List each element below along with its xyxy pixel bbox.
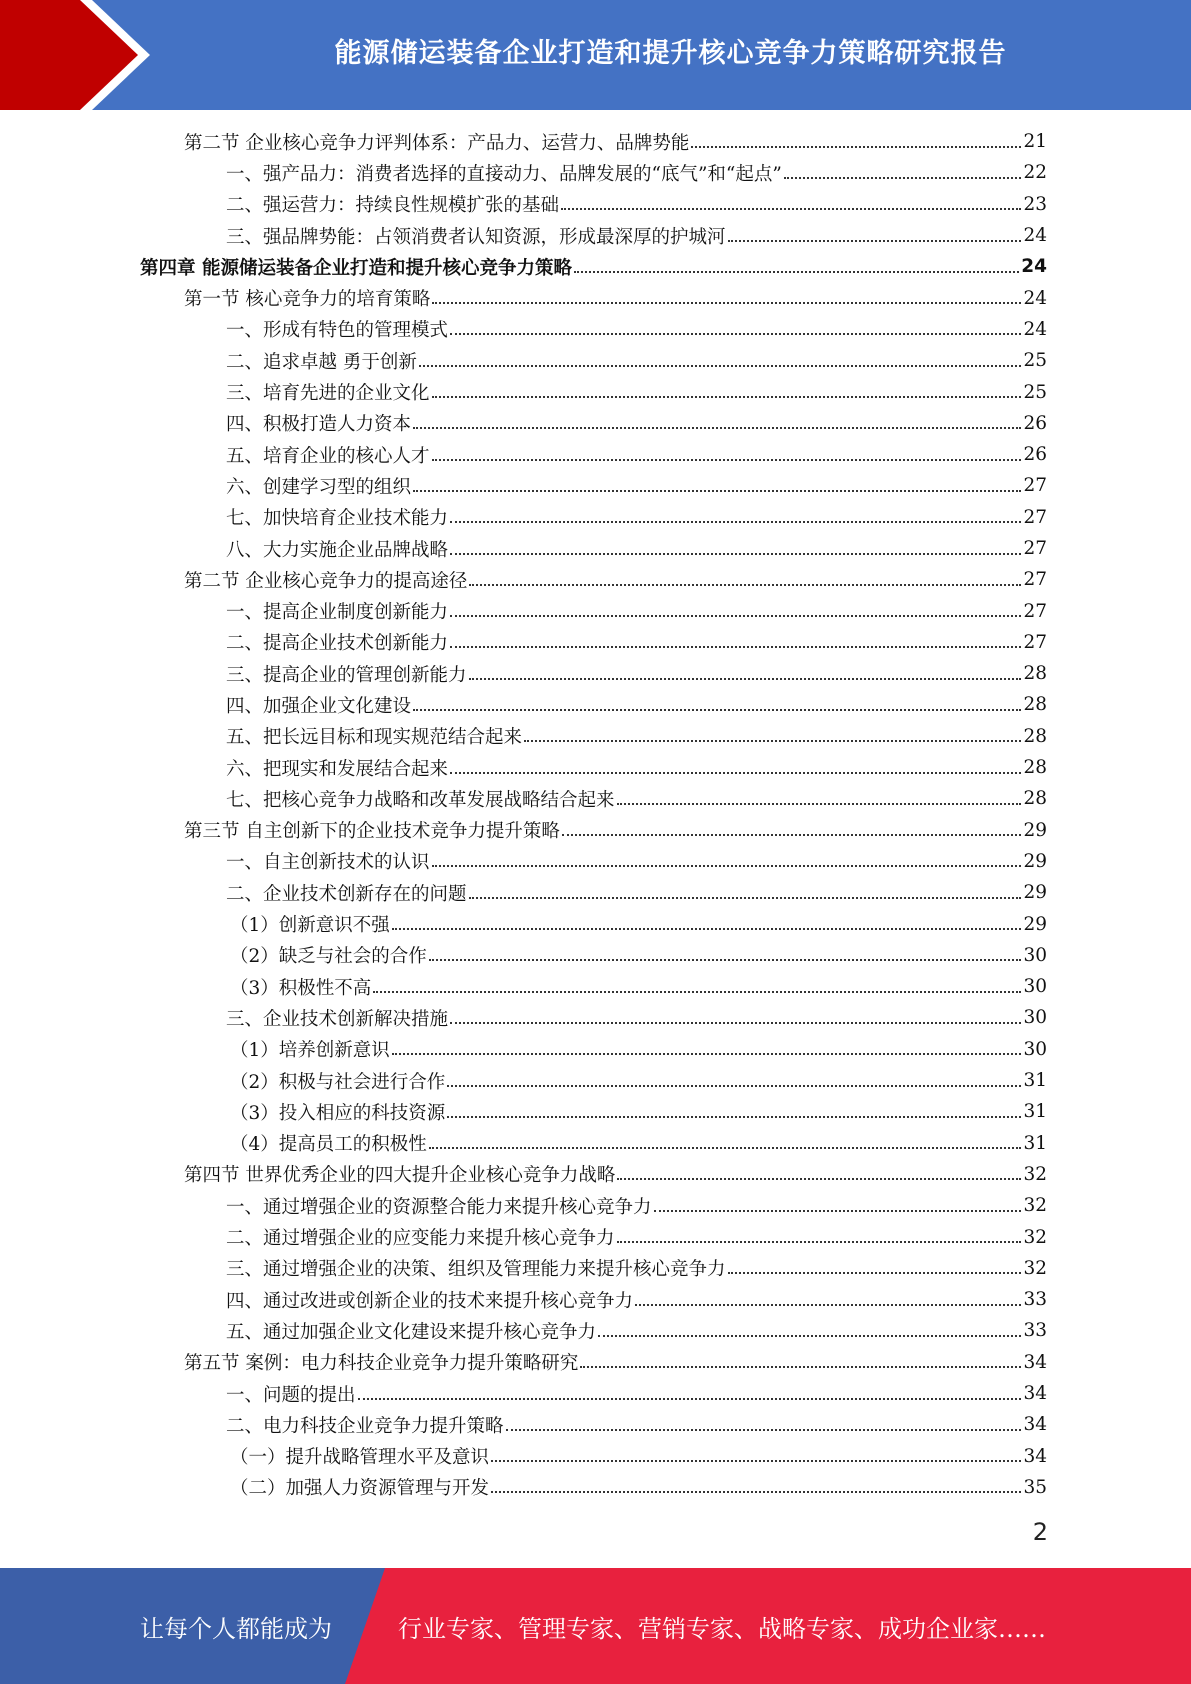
toc-entry-page: 27: [1023, 631, 1047, 653]
toc-entry[interactable]: [140, 564, 1047, 595]
toc-entry-title: 六、把现实和发展结合起来: [226, 758, 449, 780]
toc-leader-dots: [450, 772, 1021, 774]
toc-entry-page: 25: [1023, 381, 1047, 403]
toc-entry-title: 七、把核心竞争力战略和改革发展战略结合起来: [226, 789, 615, 811]
toc-entry-page: 27: [1023, 506, 1047, 528]
toc-leader-dots: [447, 1085, 1021, 1087]
toc-entry-page: 24: [1023, 318, 1047, 340]
toc-entry[interactable]: [140, 157, 1047, 188]
toc-entry-title: 四、通过改进或创新企业的技术来提升核心竞争力: [226, 1290, 634, 1312]
toc-entry-page: 24: [1023, 225, 1047, 247]
toc-entry[interactable]: [140, 1440, 1047, 1471]
toc-entry-page: 30: [1023, 944, 1047, 966]
toc-leader-dots: [429, 959, 1022, 961]
toc-entry-page: 35: [1023, 1476, 1047, 1498]
toc-entry-page: 32: [1023, 1163, 1047, 1185]
toc-entry-title: 二、企业技术创新存在的问题: [226, 883, 467, 905]
toc-entry[interactable]: [140, 940, 1047, 971]
toc-entry-title: 第三节 自主创新下的企业技术竞争力提升策略: [184, 821, 560, 843]
toc-leader-dots: [654, 1210, 1022, 1212]
toc-entry-title: （1）培养创新意识: [230, 1040, 390, 1062]
toc-entry-title: 一、问题的提出: [226, 1384, 356, 1406]
toc-leader-dots: [413, 709, 1021, 711]
toc-entry-page: 28: [1023, 788, 1047, 810]
toc-entry[interactable]: [140, 220, 1047, 251]
toc-entry[interactable]: [140, 533, 1047, 564]
toc-entry[interactable]: [140, 1378, 1047, 1409]
toc-entry[interactable]: [140, 595, 1047, 626]
toc-entry-page: 31: [1023, 1070, 1047, 1092]
toc-entry[interactable]: [140, 1096, 1047, 1127]
toc-leader-dots: [450, 521, 1021, 523]
toc-leader-dots: [450, 615, 1021, 617]
toc-entry[interactable]: [140, 877, 1047, 908]
toc-entry-page: 29: [1023, 850, 1047, 872]
toc-leader-dots: [469, 678, 1022, 680]
toc-leader-dots: [574, 271, 1019, 273]
toc-entry-page: 23: [1023, 193, 1047, 215]
toc-entry-title: 第五节 案例：电力科技企业竞争力提升策略研究: [184, 1353, 579, 1375]
toc-entry-page: 27: [1023, 475, 1047, 497]
toc-leader-dots: [447, 1116, 1021, 1118]
toc-entry-page: 22: [1023, 162, 1047, 184]
toc-entry[interactable]: [140, 470, 1047, 501]
toc-entry-title: 四、积极打造人力资本: [226, 414, 412, 436]
toc-entry-page: 30: [1023, 1007, 1047, 1029]
toc-entry[interactable]: [140, 783, 1047, 814]
toc-entry[interactable]: [140, 627, 1047, 658]
toc-entry-title: 五、把长远目标和现实规范结合起来: [226, 727, 523, 749]
toc-entry-page: 32: [1023, 1257, 1047, 1279]
toc-leader-dots: [691, 146, 1021, 148]
toc-entry-page: 30: [1023, 1038, 1047, 1060]
toc-entry-title: 三、提高企业的管理创新能力: [226, 664, 467, 686]
toc-leader-dots: [617, 1178, 1021, 1180]
toc-entry-page: 24: [1023, 287, 1047, 309]
toc-entry[interactable]: [140, 689, 1047, 720]
toc-entry-title: （2）缺乏与社会的合作: [230, 946, 427, 968]
toc-entry[interactable]: [140, 314, 1047, 345]
toc-entry-title: （2）积极与社会进行合作: [230, 1071, 446, 1093]
toc-entry-title: 五、培育企业的核心人才: [226, 445, 430, 467]
toc-entry[interactable]: [140, 1065, 1047, 1096]
toc-entry-title: 第四章 能源储运装备企业打造和提升核心竞争力策略: [140, 257, 572, 279]
toc-entry[interactable]: [140, 721, 1047, 752]
page-header: [0, 0, 1191, 110]
toc-entry-title: 四、加强企业文化建设: [226, 695, 412, 717]
toc-leader-dots: [432, 459, 1022, 461]
toc-leader-dots: [413, 427, 1021, 429]
toc-leader-dots: [392, 1053, 1022, 1055]
toc-leader-dots: [450, 646, 1021, 648]
toc-leader-dots: [429, 1147, 1022, 1149]
toc-entry-page: 27: [1023, 600, 1047, 622]
toc-entry[interactable]: [140, 1472, 1047, 1503]
toc-entry-title: 五、通过加强企业文化建设来提升核心竞争力: [226, 1321, 597, 1343]
toc-leader-dots: [432, 865, 1022, 867]
toc-entry-title: 一、提高企业制度创新能力: [226, 602, 449, 624]
page-number: 2: [1032, 1518, 1048, 1546]
toc-entry[interactable]: [140, 251, 1047, 282]
toc-entry-page: 34: [1023, 1351, 1047, 1373]
toc-entry-page: 29: [1023, 913, 1047, 935]
toc-entry[interactable]: [140, 502, 1047, 533]
toc-entry-title: 二、强运营力：持续良性规模扩张的基础: [226, 195, 560, 217]
toc-entry-page: 27: [1023, 538, 1047, 559]
toc-leader-dots: [491, 1460, 1021, 1462]
toc-leader-dots: [419, 365, 1022, 367]
toc-entry-title: （二）加强人力资源管理与开发: [230, 1478, 490, 1500]
toc-entry-title: 二、电力科技企业竞争力提升策略: [226, 1415, 504, 1437]
toc-entry-page: 29: [1023, 819, 1047, 841]
toc-leader-dots: [469, 584, 1021, 586]
toc-entry-page: 34: [1023, 1383, 1047, 1405]
toc-leader-dots: [617, 1241, 1022, 1243]
toc-entry-title: 三、企业技术创新解决措施: [226, 1008, 449, 1030]
toc-entry-page: 31: [1023, 1101, 1047, 1123]
toc-entry-title: 二、提高企业技术创新能力: [226, 633, 449, 655]
toc-entry[interactable]: [140, 658, 1047, 689]
toc-entry[interactable]: [140, 1284, 1047, 1315]
toc-entry-title: 二、通过增强企业的应变能力来提升核心竞争力: [226, 1228, 615, 1250]
toc-entry-page: 28: [1023, 757, 1047, 779]
toc-entry-title: 一、强产品力：消费者选择的直接动力、品牌发展的“底气”和“起点”: [226, 163, 782, 185]
toc-leader-dots: [432, 302, 1021, 304]
toc-leader-dots: [728, 240, 1022, 242]
toc-entry[interactable]: [140, 752, 1047, 783]
toc-leader-dots: [598, 1335, 1021, 1337]
toc-entry[interactable]: [140, 1128, 1047, 1159]
toc-entry-title: 七、加快培育企业技术能力: [226, 508, 449, 530]
toc-entry[interactable]: [140, 846, 1047, 877]
toc-entry-page: 30: [1023, 976, 1047, 998]
toc-leader-dots: [450, 553, 1021, 555]
toc-entry-page: 34: [1023, 1414, 1047, 1436]
toc-entry-page: 31: [1023, 1132, 1047, 1154]
toc-entry-title: 三、培育先进的企业文化: [226, 383, 430, 405]
toc-entry[interactable]: [140, 1347, 1047, 1378]
toc-entry-title: 第二节 企业核心竞争力的提高途径: [184, 570, 468, 592]
toc-entry-page: 33: [1023, 1289, 1047, 1311]
toc-entry-page: 27: [1023, 569, 1047, 591]
toc-entry[interactable]: [140, 282, 1047, 313]
toc-leader-dots: [373, 991, 1021, 993]
toc-leader-dots: [562, 834, 1022, 836]
toc-entry-title: 二、追求卓越 勇于创新: [226, 351, 417, 373]
toc-entry-title: 八、大力实施企业品牌战略: [226, 539, 449, 561]
toc-entry-page: 28: [1023, 694, 1047, 716]
toc-entry-page: 32: [1023, 1195, 1047, 1217]
toc-entry-title: 第二节 企业核心竞争力评判体系：产品力、运营力、品牌势能: [184, 132, 690, 154]
toc-entry-title: 一、通过增强企业的资源整合能力来提升核心竞争力: [226, 1196, 652, 1218]
table-of-contents: [140, 126, 1047, 1503]
toc-entry[interactable]: [140, 1002, 1047, 1033]
toc-entry-title: （3）投入相应的科技资源: [230, 1102, 446, 1124]
toc-entry-page: 33: [1023, 1320, 1047, 1342]
page-footer: [0, 1568, 1191, 1684]
toc-entry[interactable]: [140, 1221, 1047, 1252]
toc-entry-title: （1）创新意识不强: [230, 915, 390, 937]
toc-leader-dots: [506, 1429, 1022, 1431]
toc-entry-title: 一、形成有特色的管理模式: [226, 320, 449, 342]
toc-leader-dots: [524, 740, 1021, 742]
toc-entry[interactable]: [140, 189, 1047, 220]
toc-leader-dots: [561, 208, 1021, 210]
toc-entry-page: 28: [1023, 663, 1047, 685]
toc-leader-dots: [358, 1398, 1022, 1400]
toc-entry-title: （3）积极性不高: [230, 977, 372, 999]
toc-entry[interactable]: [140, 1034, 1047, 1065]
toc-entry-title: （4）提高员工的积极性: [230, 1134, 427, 1156]
toc-entry-title: 一、自主创新技术的认识: [226, 852, 430, 874]
footer-slogan-left: 让每个人都能成为: [140, 1614, 332, 1643]
toc-entry[interactable]: [140, 1409, 1047, 1440]
toc-leader-dots: [617, 803, 1022, 805]
toc-entry[interactable]: [140, 126, 1047, 157]
toc-entry[interactable]: [140, 1253, 1047, 1284]
toc-leader-dots: [728, 1272, 1022, 1274]
toc-entry[interactable]: [140, 815, 1047, 846]
toc-entry-title: 第四节 世界优秀企业的四大提升企业核心竞争力战略: [184, 1165, 616, 1187]
toc-entry-page: 34: [1023, 1445, 1047, 1467]
toc-entry-page: 28: [1023, 725, 1047, 747]
toc-entry[interactable]: [140, 439, 1047, 470]
toc-entry-title: 六、创建学习型的组织: [226, 476, 412, 498]
toc-entry-page: 21: [1023, 131, 1047, 153]
toc-entry[interactable]: [140, 908, 1047, 939]
toc-leader-dots: [491, 1491, 1021, 1493]
toc-entry[interactable]: [140, 1159, 1047, 1190]
report-title: 能源储运装备企业打造和提升核心竞争力策略研究报告: [334, 37, 1007, 69]
toc-entry[interactable]: [140, 376, 1047, 407]
toc-entry-page: 26: [1023, 444, 1047, 466]
toc-entry[interactable]: [140, 1315, 1047, 1346]
toc-entry[interactable]: [140, 971, 1047, 1002]
toc-entry-title: 第一节 核心竞争力的培育策略: [184, 289, 431, 311]
toc-leader-dots: [432, 396, 1022, 398]
toc-leader-dots: [580, 1366, 1021, 1368]
toc-leader-dots: [392, 928, 1022, 930]
toc-entry-page: 26: [1023, 412, 1047, 434]
header-arrow-decoration: [0, 0, 160, 110]
toc-leader-dots: [413, 490, 1021, 492]
footer-slogan-right: 行业专家、管理专家、营销专家、战略专家、成功企业家……: [398, 1614, 1046, 1643]
toc-entry-page: 29: [1023, 882, 1047, 904]
toc-leader-dots: [450, 1022, 1021, 1024]
toc-entry-page: 32: [1023, 1226, 1047, 1248]
toc-leader-dots: [635, 1304, 1021, 1306]
toc-entry[interactable]: [140, 1190, 1047, 1221]
toc-entry-title: 三、通过增强企业的决策、组织及管理能力来提升核心竞争力: [226, 1259, 726, 1281]
toc-entry[interactable]: [140, 345, 1047, 376]
toc-leader-dots: [784, 177, 1022, 179]
toc-leader-dots: [450, 333, 1021, 335]
toc-entry-title: （一）提升战略管理水平及意识: [230, 1447, 490, 1469]
toc-entry-title: 三、强品牌势能：占领消费者认知资源，形成最深厚的护城河: [226, 226, 726, 248]
toc-entry-page: 24: [1021, 256, 1047, 278]
toc-entry-page: 25: [1023, 350, 1047, 372]
toc-leader-dots: [469, 897, 1022, 899]
toc-entry[interactable]: [140, 408, 1047, 439]
